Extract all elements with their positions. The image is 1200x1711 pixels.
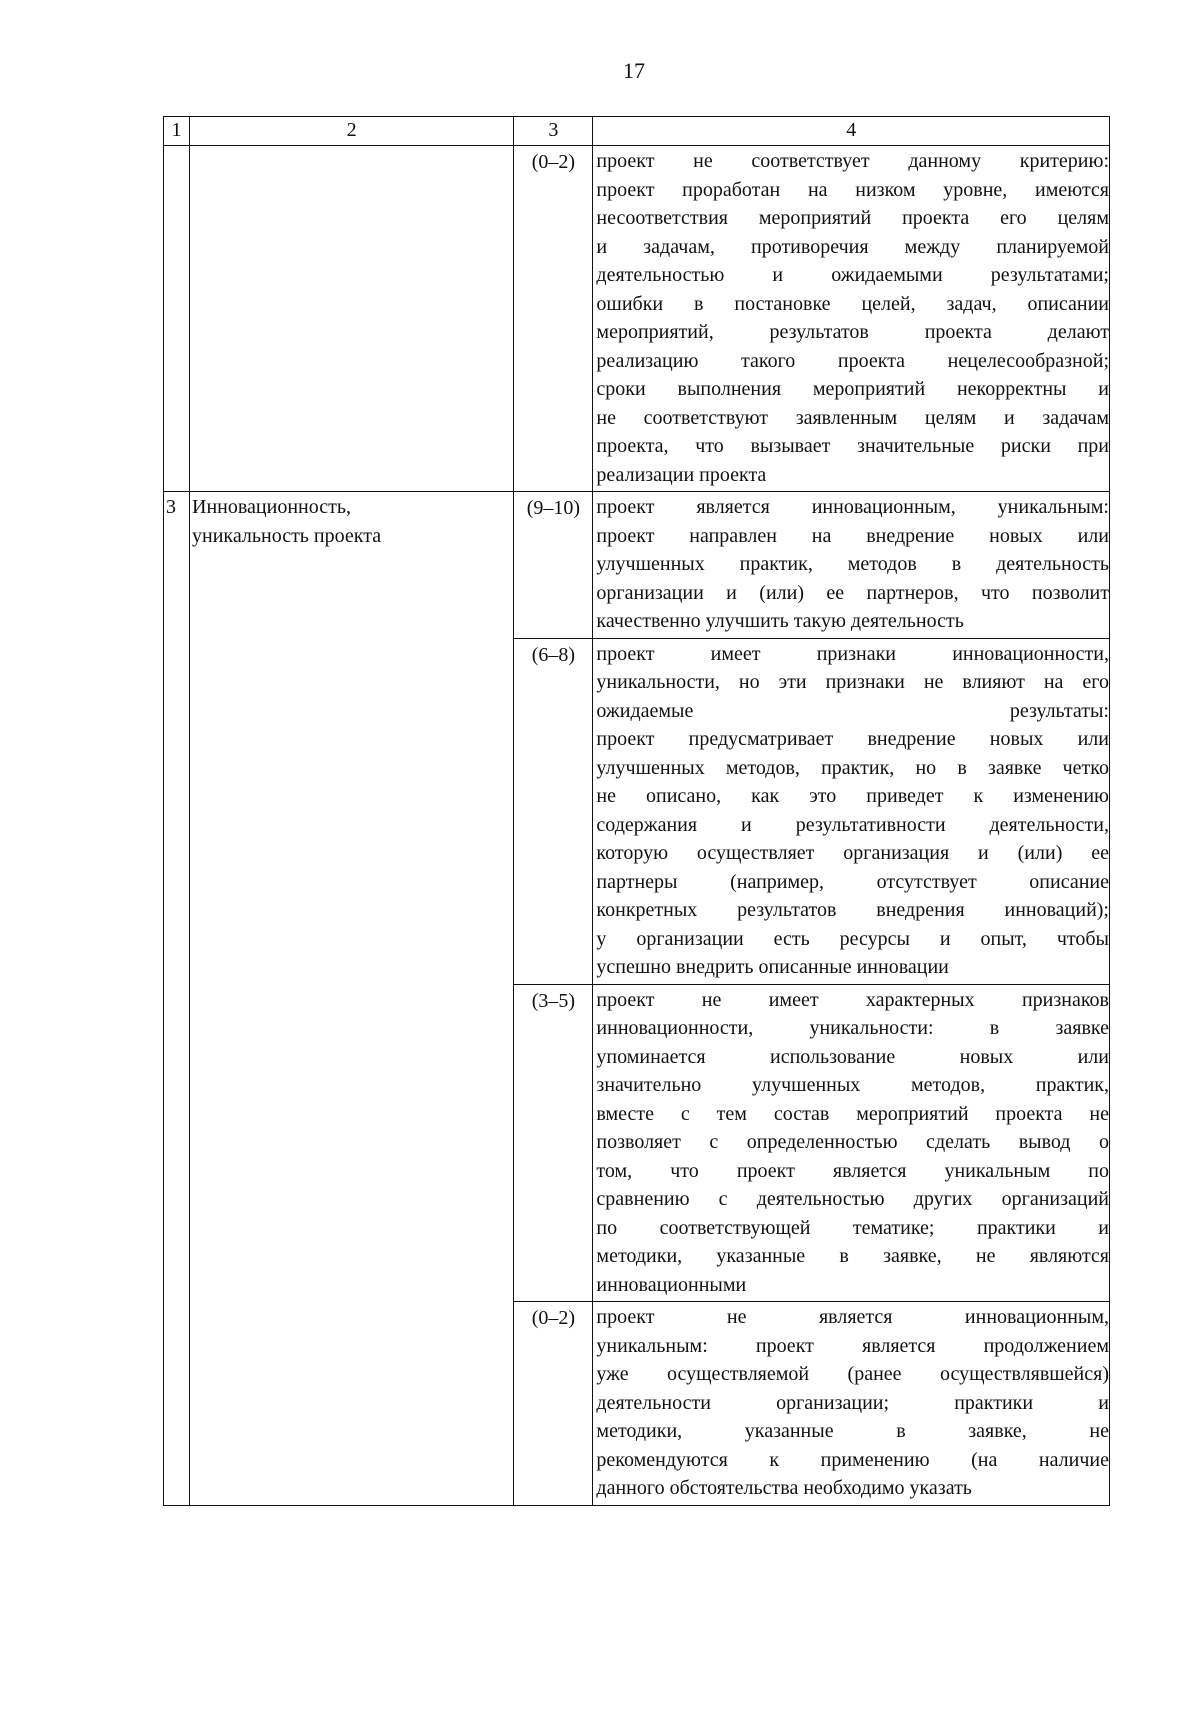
criterion-number-cell-empty [164, 984, 190, 1302]
description-line: вместе с тем состав мероприятий проекта не [596, 1102, 1109, 1125]
description-line: проект не является инновационным, [596, 1306, 1109, 1328]
description-line: данного обстоятельства необходимо указать [596, 1477, 972, 1499]
description-line: ошибки в постановке целей, задач, описании [596, 292, 1109, 315]
criterion-number-cell-empty [164, 638, 190, 984]
description-line: инновационности, уникальности: в заявке [596, 1017, 1109, 1039]
description-line: проект направлен на внедрение новых или [596, 524, 1109, 547]
table-row-continuation [164, 146, 1110, 492]
table-row-level-4 [164, 1302, 1110, 1506]
description-line: проекта, что вызывает значительные риски при [596, 435, 1109, 457]
description-line: мероприятий, результатов проекта делают [596, 321, 1109, 343]
description-line: организации и (или) ее партнеров, что позволит [596, 581, 1109, 604]
criterion-title-cell-empty [190, 146, 514, 492]
description-line: проект является инновационным, уникальным: [596, 496, 1109, 518]
criterion-title-line: уникальность проекта [192, 524, 382, 547]
description-line: уникальности, но эти признаки не влияют на его [596, 671, 1109, 693]
criterion-title-line: Инновационность, [192, 496, 351, 518]
table-row-level-3 [164, 984, 1110, 1302]
description-line: несоответствия мероприятий проекта его целям [596, 207, 1109, 229]
criterion-number-cell-empty [164, 1302, 190, 1506]
description-line: улучшенных методов, практик, но в заявке четко [596, 756, 1109, 779]
description-line: упоминается использование новых или [596, 1045, 1109, 1068]
description-cell [593, 984, 1110, 1302]
description-line: инновационными [596, 1273, 747, 1296]
table-row-level-2 [164, 638, 1110, 984]
description-line: не соответствуют заявленным целям и задачам [596, 406, 1109, 429]
criterion-number-cell-empty [164, 146, 190, 492]
description-cell [593, 492, 1110, 639]
criteria-table [163, 116, 1110, 1506]
description-line: успешно внедрить описанные инновации [596, 956, 949, 978]
description-line: сроки выполнения мероприятий некорректны и [596, 378, 1109, 400]
description-line: том, что проект является уникальным по [596, 1159, 1109, 1182]
description-line: деятельности организации; практики и [596, 1391, 1109, 1414]
table-header-row [164, 117, 1110, 146]
description-line: рекомендуются к применению (на наличие [596, 1448, 1109, 1471]
description-line: улучшенных практик, методов в деятельность [596, 553, 1109, 575]
column-header-4: 4 [593, 117, 1110, 146]
score-cell: (0–2) [514, 146, 593, 492]
description-line: которую осуществляет организация и (или) ее [596, 842, 1109, 864]
score-cell: (9–10) [514, 492, 593, 639]
column-header-2: 2 [190, 117, 514, 146]
description-line: методики, указанные в заявке, не [596, 1420, 1109, 1442]
description-line: ожидаемые результаты: [596, 699, 1109, 722]
description-line: и задачам, противоречия между планируемой [596, 235, 1109, 258]
description-line: проект не имеет характерных признаков [596, 988, 1109, 1011]
description-line: методики, указанные в заявке, не являются [596, 1245, 1109, 1267]
description-line: деятельностью и ожидаемыми результатами; [596, 264, 1109, 286]
description-line: проект проработан на низком уровне, имеются [596, 178, 1109, 201]
description-line: реализации проекта [596, 463, 767, 486]
description-line: качественно улучшить такую деятельность [596, 610, 964, 632]
description-line: уже осуществляемой (ранее осуществлявшейся) [596, 1363, 1109, 1385]
description-line: содержания и результативности деятельности, [596, 813, 1109, 836]
description-cell [593, 1302, 1110, 1506]
score-cell: (6–8) [514, 638, 593, 984]
table-row-level-1 [164, 492, 1110, 639]
page-number: 17 [623, 58, 645, 83]
criterion-title [190, 492, 514, 639]
description-line: проект предусматривает внедрение новых или [596, 728, 1109, 750]
score-cell: (0–2) [514, 1302, 593, 1506]
description-line: сравнению с деятельностью других организаций [596, 1188, 1109, 1210]
description-line: уникальным: проект является продолжением [596, 1334, 1109, 1357]
column-header-1: 1 [164, 117, 190, 146]
description-line: проект не соответствует данному критерию: [596, 150, 1109, 172]
description-line: у организации есть ресурсы и опыт, чтобы [596, 927, 1109, 950]
criterion-title-cell-empty [190, 984, 514, 1302]
description-line: позволяет с определенностью сделать вывод о [596, 1131, 1109, 1153]
criterion-title-cell-empty [190, 1302, 514, 1506]
description-line: проект имеет признаки инновационности, [596, 642, 1109, 665]
criterion-title-cell-empty [190, 638, 514, 984]
description-line: значительно улучшенных методов, практик, [596, 1074, 1109, 1096]
description-line: не описано, как это приведет к изменению [596, 785, 1109, 807]
score-cell: (3–5) [514, 984, 593, 1302]
column-header-3: 3 [514, 117, 593, 146]
description-line: партнеры (например, отсутствует описание [596, 870, 1109, 893]
description-cell [593, 146, 1110, 492]
description-line: по соответствующей тематике; практики и [596, 1216, 1109, 1239]
description-cell [593, 638, 1110, 984]
description-line: конкретных результатов внедрения инноваций); [596, 899, 1109, 921]
description-line: реализацию такого проекта нецелесообразной; [596, 349, 1109, 372]
criterion-number: 3 [164, 492, 190, 639]
